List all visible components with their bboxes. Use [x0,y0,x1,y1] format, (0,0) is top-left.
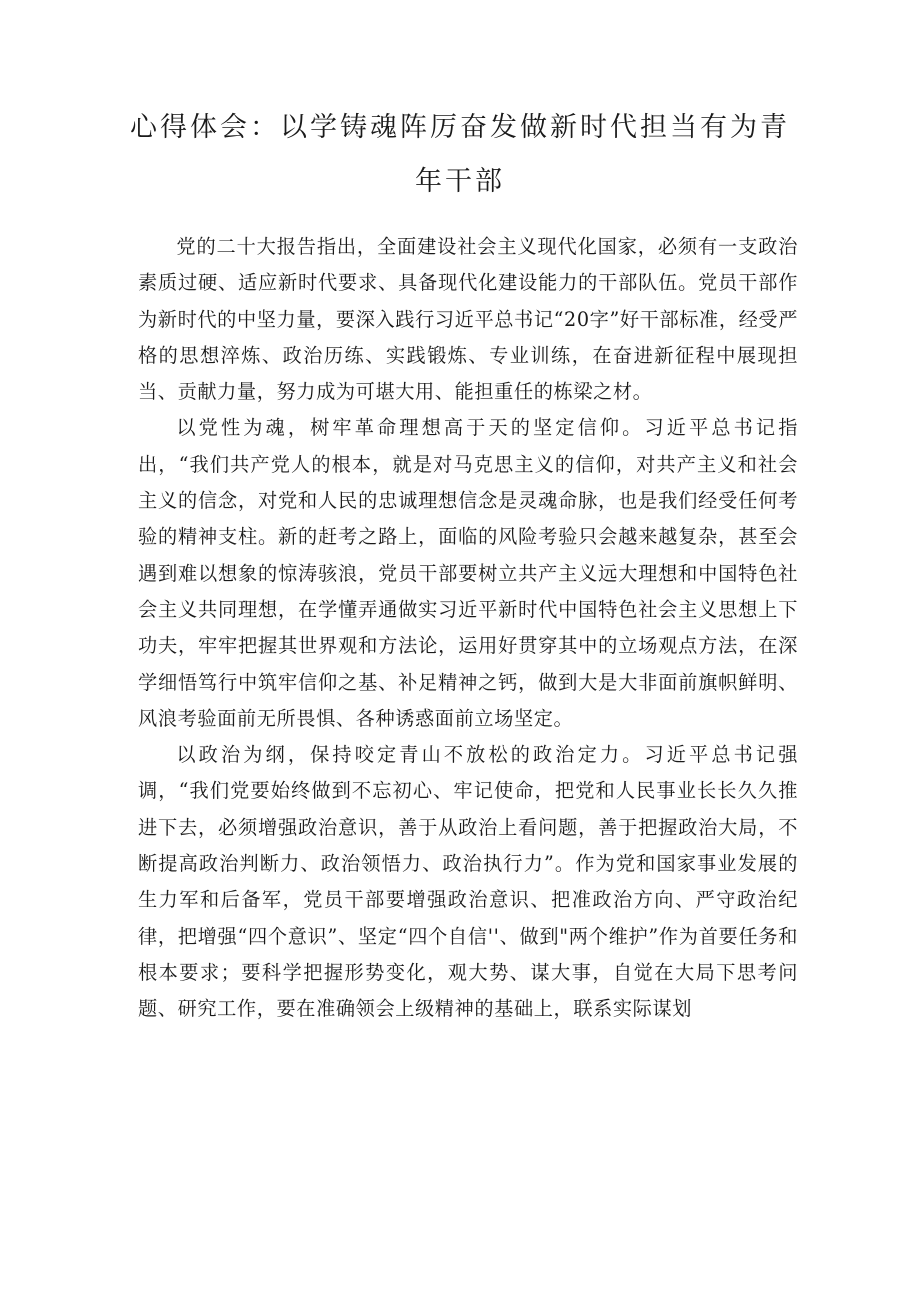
paragraph-party-spirit: 以党性为魂，树牢革命理想高于天的坚定信仰。习近平总书记指出，“我们共产党人的根本，就是对马克思主义的信仰，对共产主义和社会主义的信念，对党和人民的忠诚理想信念是灵魂命脉，也是我们经受任何考验的精神支柱。新的赶考之路上，面临的风险考验只会越来越复杂，甚至会遇到难以想象的惊涛骇浪，党员干部要树立共产主义远大理想和中国特色社会主义共同理想，在学懂弄通做实习近平新时代中国特色社会主义思想上下功夫，牢牢把握其世界观和方法论，运用好贯穿其中的立场观点方法，在深学细悟笃行中筑牢信仰之基、补足精神之钙，做到大是大非面前旗帜鲜明、风浪考验面前无所畏惧、各种诱惑面前立场坚定。 [138,416,798,730]
title-line-1: 心得体会：以学铸魂阵厉奋发做新时代担当有为青 [130,112,790,143]
paragraph-intro: 党的二十大报告指出，全面建设社会主义现代化国家，必须有一支政治素质过硬、适应新时代要求、具备现代化建设能力的干部队伍。党员干部作为新时代的中坚力量，要深入践行习近平总书记“20字”好干部标准，经受严格的思想淬炼、政治历练、实践锻炼、专业训练，在奋进新征程中展现担当、贡献力量，努力成为可堪大用、能担重任的栋梁之材。 [138,235,798,404]
document-title [120,101,800,209]
paragraph-politics: 以政治为纲，保持咬定青山不放松的政治定力。习近平总书记强调，“我们党要始终做到不忘初心、牢记使命，把党和人民事业长长久久推进下去，必须增强政治意识，善于从政治上看问题，善于把握政治大局，不断提高政治判断力、政治领悟力、政治执行力”。作为党和国家事业发展的生力军和后备军，党员干部要增强政治意识、把准政治方向、严守政治纪律，把增强“四个意识”、坚定“四个自信''、做到"两个维护”作为首要任务和根本要求；要科学把握形势变化，观大势、谋大事，自觉在大局下思考问题、研究工作，要在准确领会上级精神的基础上，联系实际谋划 [138,743,798,1021]
title-line-2: 年干部 [415,166,505,197]
document-body [138,229,798,1028]
